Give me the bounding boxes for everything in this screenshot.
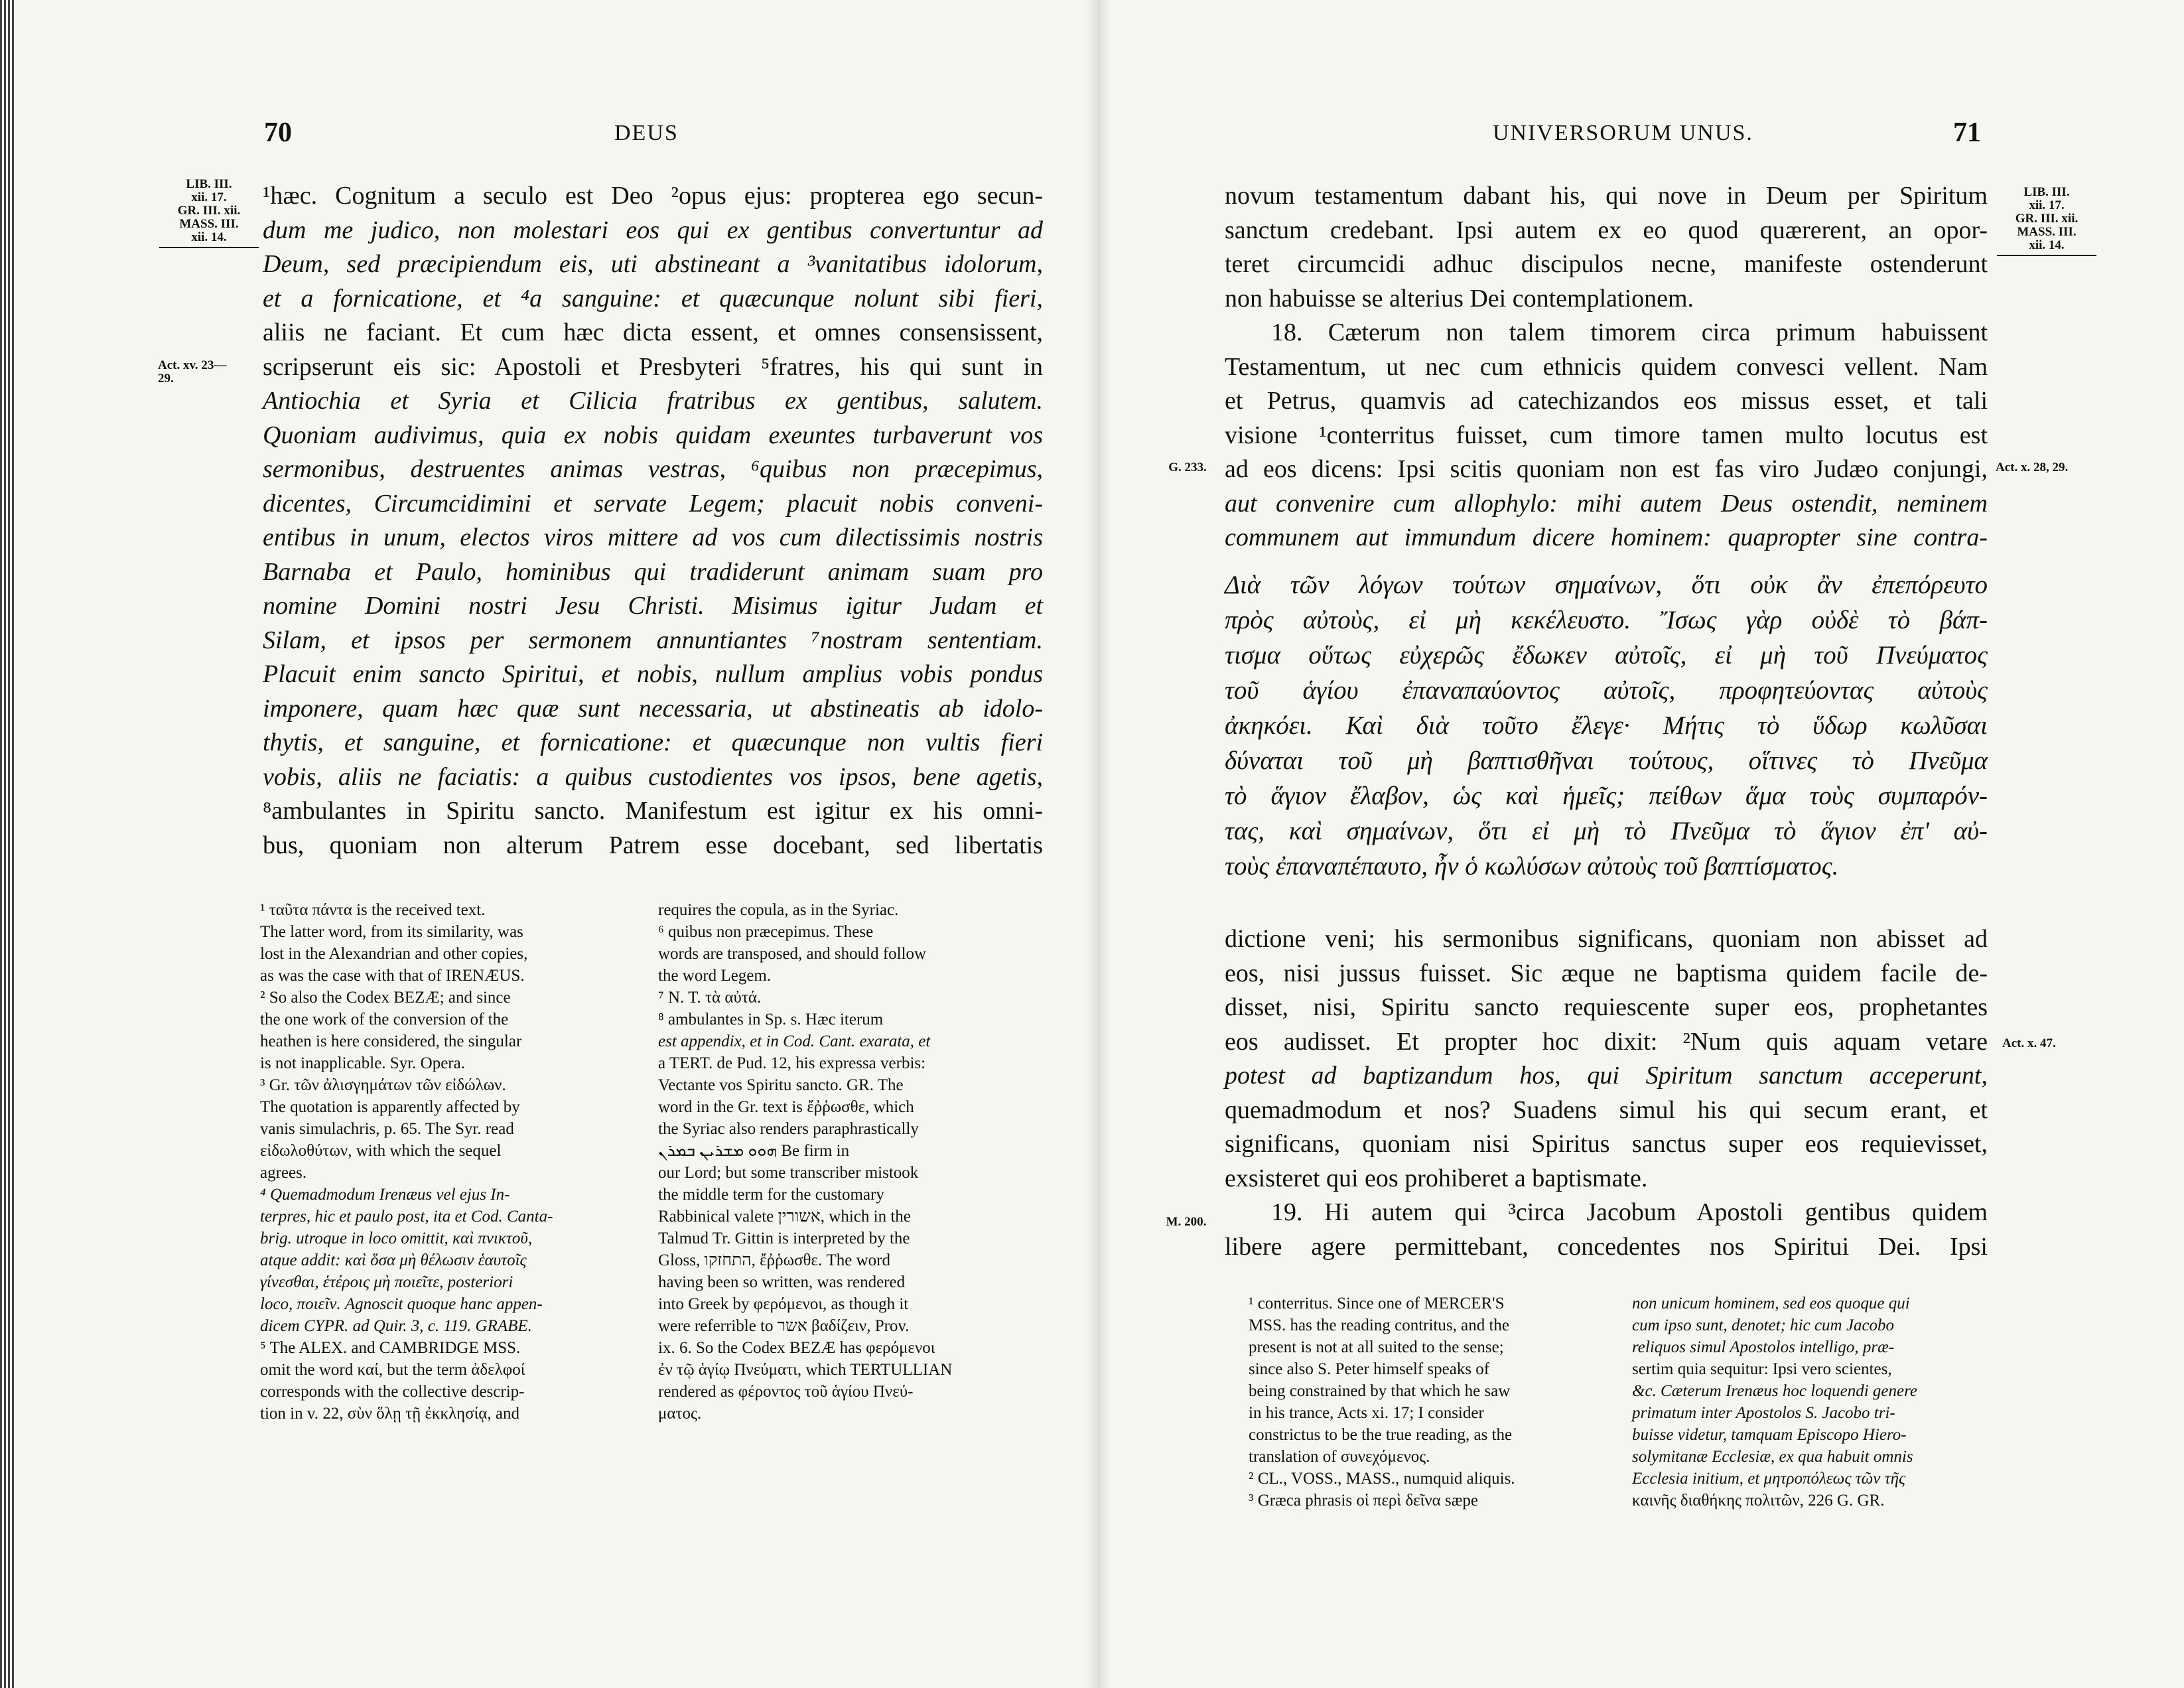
text-line: communem aut immundum dicere hominem: quapropter sine contra-: [1225, 524, 1988, 551]
margin-reference: LIB. III. xii. 17. GR. III. xii. MASS. III. xii. 14.: [159, 178, 259, 248]
text-line: eos, nisi jussus fuisset. Sic æque ne baptisma quidem facile de-: [1225, 959, 1988, 987]
footnote-line: reliquos simul Apostolos intelligo, præ-: [1632, 1338, 1895, 1356]
footnote-line: ματος.: [658, 1405, 702, 1423]
text-line: sermonibus, destruentes animas vestras, ⁶quibus non præcepimus,: [263, 455, 1043, 483]
footnote-line: omit the word καί, but the term ἀδελφοί: [260, 1361, 525, 1379]
footnote-line: were referrible to אשר βαδίζειν, Prov.: [658, 1317, 910, 1335]
right-page: [1121, 0, 2176, 1688]
footnote-line: ³ Gr. τῶν ἀλισγημάτων τῶν εἰδώλων.: [260, 1076, 506, 1094]
greek-line: τας, καὶ σημαίνων, ὅτι εἰ μὴ τὸ Πνεῦμα τὸ ἅγιον ἐπ' αὐ-: [1225, 817, 1988, 845]
footnote-line: corresponds with the collective descrip-: [260, 1383, 525, 1401]
footnote-line: in his trance, Acts xi. 17; I consider: [1249, 1404, 1484, 1422]
footnote-line: καινῆς διαθήκης πολιτῶν, 226 G. GR.: [1632, 1492, 1885, 1510]
footnote-line: &c. Cæterum Irenæus hoc loquendi genere: [1632, 1382, 1918, 1400]
margin-reference-m: M. 200.: [1166, 1215, 1207, 1229]
main-text: [263, 179, 1043, 863]
footnote-line: terpres, hic et paulo post, ita et Cod. Canta-: [260, 1208, 553, 1226]
text-line: libere agere permittebant, concedentes nos Spiritui Dei. Ipsi: [1225, 1232, 1988, 1261]
footnote-line: εἰδωλοθύτων, with which the sequel: [260, 1142, 502, 1160]
footnote-line: ³ Græca phrasis οἱ περὶ δεῖνα sæpe: [1249, 1492, 1479, 1510]
running-head: UNIVERSORUM UNUS.: [1493, 121, 1753, 145]
text-line: Deum, sed præcipiendum eis, uti abstineant a ³vanitatibus idolorum,: [263, 250, 1043, 278]
footnote-line: atque addit: καὶ ὅσα μὴ θέλωσιν ἑαυτοῖς: [260, 1251, 527, 1269]
footnote-line: ⁸ ambulantes in Sp. s. Hæc iterum: [658, 1011, 884, 1028]
footnote-line: ⁷ N. T. τὰ αὐτά.: [658, 989, 762, 1007]
text-line: Silam, et ipsos per sermonem annuntiantes ⁷nostram sententiam.: [263, 626, 1043, 654]
greek-line: δύναται τοῦ μὴ βαπτισθῆναι τούτους, οἵτινες τὸ Πνεῦμα: [1225, 746, 1988, 775]
text-line: dum me judico, non molestari eos qui ex gentibus convertuntur ad: [263, 216, 1043, 244]
footnote-line: tion in v. 22, σὺν ὅλῃ τῇ ἐκκλησίᾳ, and: [260, 1405, 520, 1423]
text-line: teret circumcidi adhuc discipulos necne, manifeste ostenderunt: [1225, 250, 1988, 278]
text-line: Barnaba et Paulo, hominibus qui tradiderunt animam suam pro: [263, 557, 1043, 586]
book-spine-edge: [0, 0, 16, 1688]
footnote-line: being constrained by that which he saw: [1249, 1382, 1511, 1400]
page-number: 70: [264, 117, 292, 148]
greek-line: Διὰ τῶν λόγων τούτων σημαίνων, ὅτι οὐκ ἂν ἐπεπόρευτο: [1225, 571, 1988, 599]
footnote-line: having been so written, was rendered: [658, 1273, 906, 1291]
text-line: ⁸ambulantes in Spiritu sancto. Manifestum est igitur ex his omni-: [263, 797, 1043, 825]
footnote-line: is not inapplicable. Syr. Opera.: [260, 1054, 465, 1072]
greek-line: πρὸς αὐτοὺς, εἰ μὴ κεκέλευστο. Ἴσως γὰρ οὐδὲ τὸ βάπ-: [1225, 606, 1988, 634]
footnote-line: est appendix, et in Cod. Cant. exarata, et: [658, 1032, 931, 1050]
text-line: sanctum credebant. Ipsi autem ex eo quod quærerent, an opor-: [1225, 216, 1988, 244]
text-line: novum testamentum dabant his, qui nove in Deum per Spiritum: [1225, 182, 1988, 210]
main-text-lower: [1225, 922, 1988, 1264]
text-line: 19. Hi autem qui ³circa Jacobum Apostoli gentibus quidem: [1271, 1198, 1988, 1226]
text-line: Antiochia et Syria et Cilicia fratribus ex gentibus, salutem.: [263, 387, 1043, 415]
text-line: aliis ne faciant. Et cum hæc dicta essent, et omnes consensissent,: [263, 318, 1043, 346]
footnote-line: The latter word, from its similarity, was: [260, 923, 523, 941]
text-line: potest ad baptizandum hos, qui Spiritum sanctum acceperunt,: [1225, 1062, 1988, 1090]
page-number: 71: [1953, 117, 1981, 148]
footnote-line: translation of συνεχόμενος.: [1249, 1448, 1430, 1466]
footnote-line: cum ipso sunt, denotet; hic cum Jacobo: [1632, 1316, 1895, 1334]
text-line: nomine Domini nostri Jesu Christi. Misimus igitur Judam et: [263, 592, 1043, 620]
footnote-line: ² CL., VOSS., MASS., numquid aliquis.: [1249, 1470, 1515, 1488]
footnote-line: our Lord; but some transcriber mistook: [658, 1164, 919, 1182]
footnote-line: vanis simulachris, p. 65. The Syr. read: [260, 1120, 514, 1138]
footnote-line: words are transposed, and should follow: [658, 945, 927, 963]
footnotes-column-2: [1632, 1293, 2004, 1512]
footnote-line: Talmud Tr. Gittin is interpreted by the: [658, 1230, 910, 1247]
footnote-line: loco, ποιεῖν. Agnoscit quoque hanc appen-: [260, 1295, 543, 1313]
margin-reference-acts: Act. xv. 23— 29.: [158, 358, 227, 386]
greek-line: τοῦ ἁγίου ἐπαναπαύοντος αὐτοῖς, προφητεύοντας αὐτοὺς: [1225, 676, 1988, 705]
footnote-line: Gloss, התחזקו, ἔῤῥωσθε. The word: [658, 1251, 890, 1269]
footnote-line: into Greek by φερόμενοι, as though it: [658, 1295, 909, 1313]
footnote-line: Rabbinical valete אשורין, which in the: [658, 1208, 911, 1226]
footnote-line: sertim quia sequitur: Ipsi vero scientes,: [1632, 1360, 1892, 1378]
margin-reference: LIB. III. xii. 17. GR. III. xii. MASS. III. xii. 14.: [1997, 186, 2096, 256]
text-line: ¹hæc. Cognitum a seculo est Deo ²opus ejus: propterea ego secun-: [263, 182, 1043, 210]
running-head: DEUS: [614, 121, 679, 145]
footnote-line: lost in the Alexandrian and other copies,: [260, 945, 528, 963]
greek-line: ἀκηκόει. Καὶ διὰ τοῦτο ἔλεγε· Μήτις τὸ ὕδωρ κωλῦσαι: [1225, 711, 1988, 740]
text-line: exsisteret qui eos prohiberet a baptismate.: [1225, 1164, 1648, 1192]
footnote-line: word in the Gr. text is ἔῤῥωσθε, which: [658, 1098, 914, 1116]
footnote-line: the middle term for the customary: [658, 1186, 884, 1204]
text-line: disset, nisi, Spiritu sancto requiescente super eos, prophetantes: [1225, 993, 1988, 1021]
footnote-line: a TERT. de Pud. 12, his expressa verbis:: [658, 1054, 926, 1072]
footnote-line: ¹ conterritus. Since one of MERCER'S: [1249, 1295, 1505, 1312]
margin-reference-g: G. 233.: [1168, 460, 1207, 474]
text-line: dicentes, Circumcidimini et servate Legem; placuit nobis conveni-: [263, 489, 1043, 518]
footnote-line: the word Legem.: [658, 967, 772, 985]
margin-reference-acts-1: Act. x. 28, 29.: [1996, 460, 2069, 474]
footnote-line: requires the copula, as in the Syriac.: [658, 901, 899, 919]
text-line: Testamentum, ut nec cum ethnicis quidem convesci vellent. Nam: [1225, 352, 1988, 381]
footnote-line: ܗܘܘ ܡܫܪܝܢ ܒܡܪܢ Be firm in: [658, 1142, 850, 1160]
text-line: 18. Cæterum non talem timorem circa primum habuissent: [1271, 318, 1988, 346]
footnote-line: Vectante vos Spiritu sancto. GR. The: [658, 1076, 904, 1094]
footnote-line: ⁴ Quemadmodum Irenæus vel ejus In-: [260, 1186, 510, 1204]
text-line: quemadmodum et nos? Suadens simul his qui secum erant, et: [1225, 1095, 1988, 1124]
footnote-line: agrees.: [260, 1164, 307, 1182]
footnote-line: ⁶ quibus non præcepimus. These: [658, 923, 874, 941]
main-text-upper: [1225, 179, 1988, 555]
left-page: [20, 0, 1081, 1688]
footnote-line: solymitanæ Ecclesiæ, ex qua habuit omnis: [1632, 1448, 1913, 1466]
footnote-line: rendered as φέροντος τοῦ ἁγίου Πνεύ-: [658, 1383, 914, 1401]
footnote-line: buisse videtur, tamquam Episcopo Hiero-: [1632, 1426, 1907, 1444]
footnote-line: primatum inter Apostolos S. Jacobo tri-: [1632, 1404, 1895, 1422]
greek-line: τισμα οὕτως εὐχερῶς ἔδωκεν αὐτοῖς, εἰ μὴ τοῦ Πνεύματος: [1225, 641, 1988, 669]
greek-line: τοὺς ἐπαναπέπαυτο, ἦν ὁ κωλύσων αὐτοὺς τοῦ βαπτίσματος.: [1225, 852, 1839, 880]
text-line: et Petrus, quamvis ad catechizandos eos missus esset, et tali: [1225, 387, 1988, 415]
footnote-line: non unicum hominem, sed eos quoque qui: [1632, 1295, 1910, 1312]
text-line: thytis, et sanguine, et fornicatione: et quæcunque non vultis fieri: [263, 729, 1043, 756]
text-line: Placuit enim sancto Spiritui, et nobis, nullum amplius vobis pondus: [263, 660, 1043, 688]
text-line: visione ¹conterritus fuisset, cum timore tamen multo locutus est: [1225, 421, 1988, 449]
footnote-line: MSS. has the reading contritus, and the: [1249, 1316, 1509, 1334]
text-line: et a fornicatione, et ⁴a sanguine: et quæcunque nolunt sibi fieri,: [263, 284, 1043, 313]
footnotes-column-2: [658, 899, 1050, 1425]
text-line: ad eos dicens: Ipsi scitis quoniam non est fas viro Judæo conjungi,: [1225, 455, 1988, 483]
footnote-line: heathen is here considered, the singular: [260, 1032, 522, 1050]
text-line: significans, quoniam nisi Spiritus sanctus super eos requievisset,: [1225, 1130, 1988, 1158]
footnote-line: the Syriac also renders paraphrastically: [658, 1120, 919, 1138]
text-line: entibus in unum, electos viros mittere ad vos cum dilectissimis nostris: [263, 524, 1043, 551]
footnotes-column-1: [260, 899, 644, 1425]
text-line: dictione veni; his sermonibus significans, quoniam non abisset ad: [1225, 925, 1988, 953]
footnote-line: brig. utroque in loco omittit, καὶ πνικτοῦ,: [260, 1230, 533, 1247]
footnote-line: constrictus to be the true reading, as the: [1249, 1426, 1513, 1444]
text-line: eos audisset. Et propter hoc dixit: ²Num quis aquam vetare: [1225, 1027, 1988, 1056]
footnote-line: ⁵ The ALEX. and CAMBRIDGE MSS.: [260, 1339, 521, 1357]
text-line: bus, quoniam non alterum Patrem esse docebant, sed libertatis: [263, 831, 1043, 859]
footnote-line: present is not at all suited to the sense;: [1249, 1338, 1504, 1356]
footnote-line: ¹ ταῦτα πάντα is the received text.: [260, 901, 486, 919]
greek-line: τὸ ἅγιον ἔλαβον, ὡς καὶ ἡμεῖς; πείθων ἅμα τοὺς συμπαρόν-: [1225, 782, 1988, 810]
book-gutter: [1085, 0, 1112, 1688]
text-line: imponere, quam hæc quæ sunt necessaria, ut abstineatis ab idolo-: [263, 694, 1043, 723]
footnotes-column-1: [1249, 1293, 1620, 1512]
text-line: aut convenire cum allophylo: mihi autem Deus ostendit, neminem: [1225, 489, 1988, 518]
text-line: non habuisse se alterius Dei contemplationem.: [1225, 284, 1694, 313]
footnote-line: γίνεσθαι, ἑτέροις μὴ ποιεῖτε, posteriori: [260, 1273, 513, 1291]
text-line: scripserunt eis sic: Apostoli et Presbyteri ⁵fratres, his qui sunt in: [263, 352, 1043, 381]
footnote-line: dicem CYPR. ad Quir. 3, c. 119. GRABE.: [260, 1317, 532, 1335]
footnote-line: since also S. Peter himself speaks of: [1249, 1360, 1490, 1378]
footnote-line: ² So also the Codex BEZÆ; and since: [260, 989, 511, 1007]
text-line: Quoniam audivimus, quia ex nobis quidam exeuntes turbaverunt vos: [263, 421, 1043, 449]
greek-text-block: [1225, 567, 1988, 884]
footnote-line: The quotation is apparently affected by: [260, 1098, 520, 1116]
margin-reference-acts-2: Act. x. 47.: [2002, 1036, 2056, 1050]
footnote-line: Ecclesia initium, et μητροπόλεως τῶν τῆς: [1632, 1470, 1906, 1488]
footnote-line: as was the case with that of IRENÆUS.: [260, 967, 525, 985]
footnote-line: ἐν τῷ ἁγίῳ Πνεύματι, which TERTULLIAN: [658, 1361, 953, 1379]
footnote-line: the one work of the conversion of the: [260, 1011, 509, 1028]
text-line: vobis, aliis ne faciatis: a quibus custodientes vos ipsos, bene agetis,: [263, 762, 1043, 791]
footnote-line: ix. 6. So the Codex BEZÆ has φερόμενοι: [658, 1339, 935, 1357]
